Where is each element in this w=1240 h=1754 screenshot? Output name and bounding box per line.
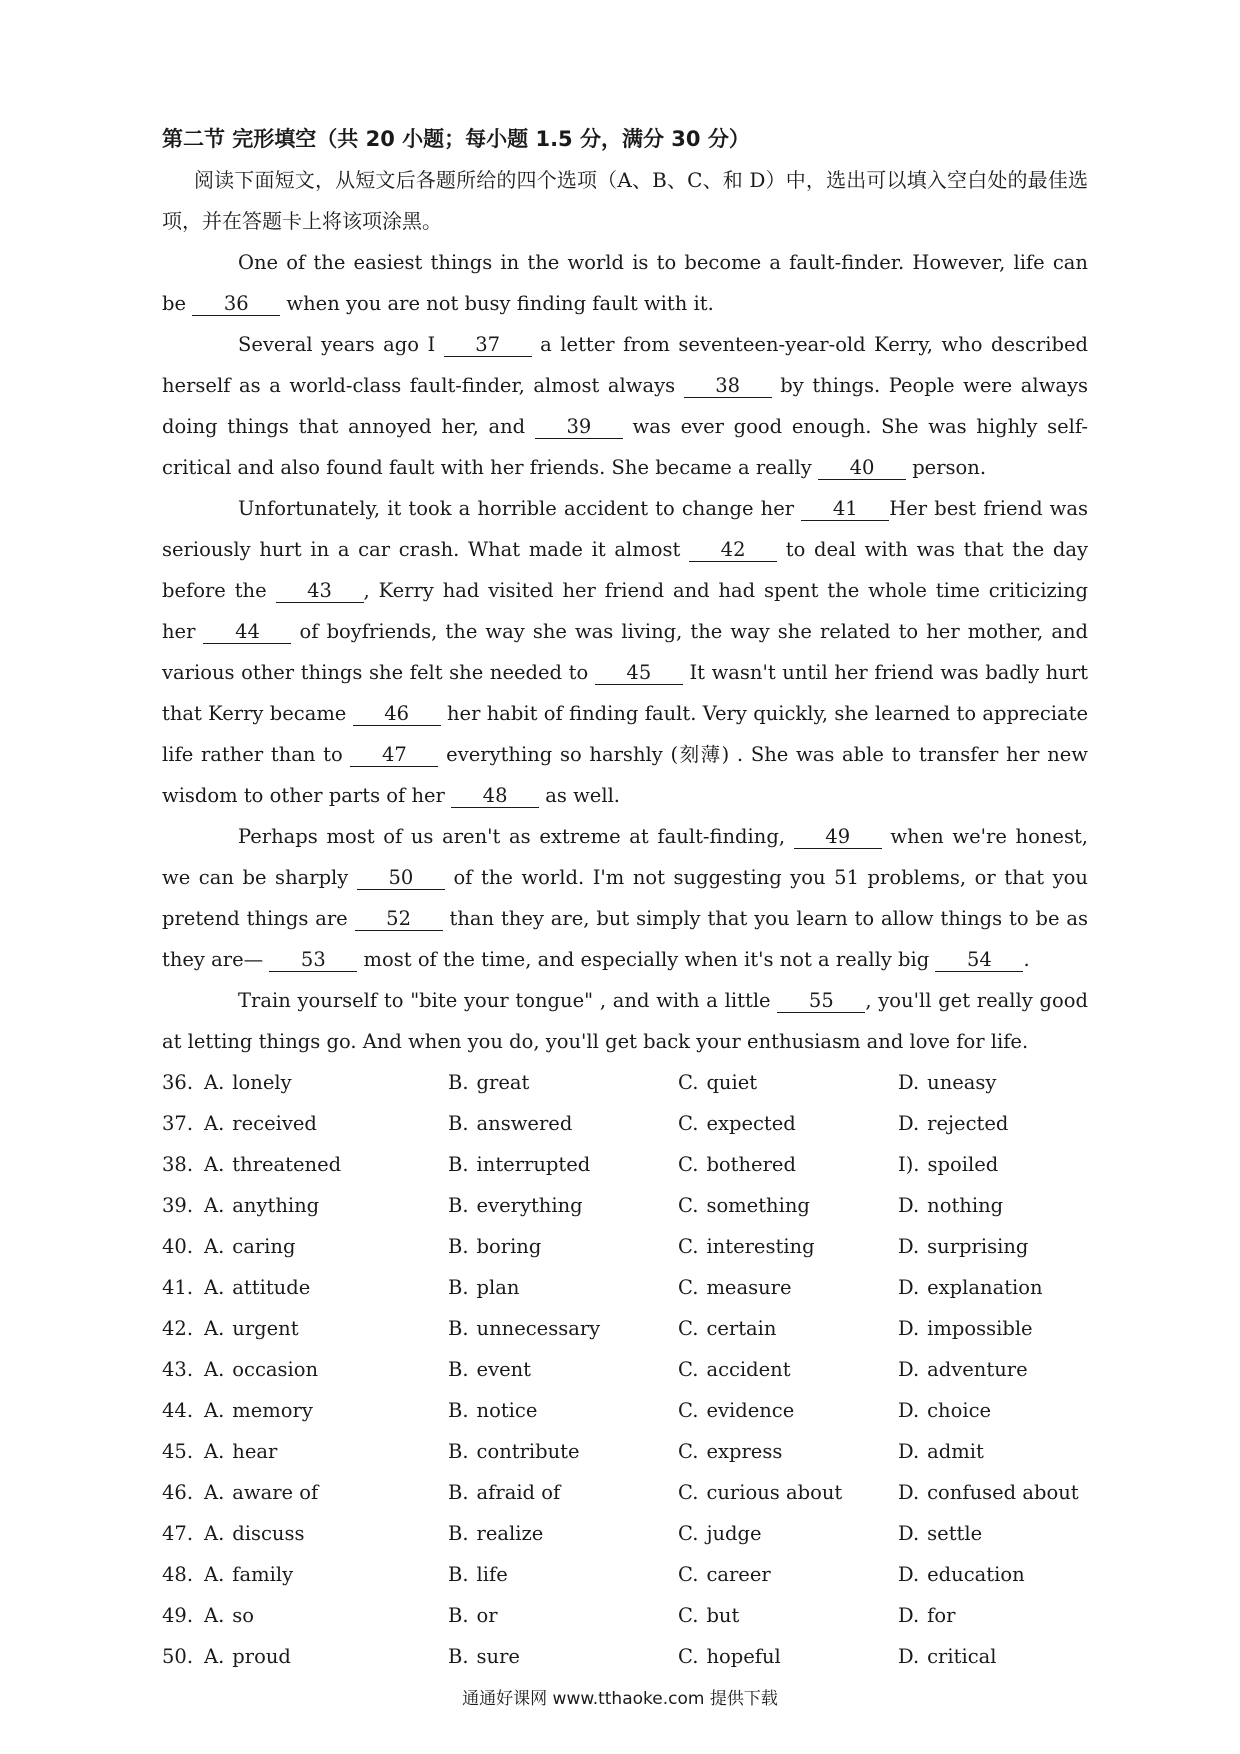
answer-option [448,1226,678,1267]
question-number: 45. [162,1440,194,1463]
option-text: occasion [232,1358,319,1381]
option-text: so [232,1604,255,1627]
footer-watermark: 通通好课网 www.tthaoke.com 提供下载 [462,1689,778,1709]
question-number: 50. [162,1645,194,1668]
answer-option [678,1554,898,1595]
answer-option [678,1513,898,1554]
blank-39: 39 [535,416,623,439]
option-text: judge [706,1522,762,1545]
option-text: great [476,1071,530,1094]
answer-option [448,1431,678,1472]
answer-option [898,1472,1088,1513]
question-number: 40. [162,1235,194,1258]
blank-43: 43 [276,580,364,603]
blank-36: 36 [192,293,280,316]
answer-option [448,1349,678,1390]
option-letter: D. [898,1604,920,1627]
option-letter: C. [678,1440,699,1463]
answer-option [898,1062,1088,1103]
option-letter: B. [448,1604,469,1627]
option-text: settle [927,1522,983,1545]
passage-text: Unfortunately, it took a horrible accident to change her [238,497,802,520]
answer-option [898,1431,1088,1472]
option-letter: B. [448,1440,469,1463]
option-text: or [476,1604,498,1627]
blank-37: 37 [444,334,532,357]
option-text: caring [232,1235,296,1258]
option-text: lonely [232,1071,292,1094]
option-letter: B. [448,1399,469,1422]
answer-option [898,1595,1088,1636]
answer-option [678,1103,898,1144]
option-letter: A. [204,1153,225,1176]
option-text: accident [706,1358,791,1381]
option-letter: B. [448,1071,469,1094]
option-letter: A. [204,1481,225,1504]
question-row [162,1185,1088,1226]
cloze-passage [162,242,1088,1062]
option-text: threatened [232,1153,342,1176]
option-text: unnecessary [476,1317,601,1340]
option-letter: A. [204,1358,225,1381]
blank-52: 52 [355,908,443,931]
option-text: boring [476,1235,542,1258]
option-text: anything [232,1194,320,1217]
option-letter: D. [898,1194,920,1217]
option-letter: A. [204,1440,225,1463]
answer-option [204,1431,448,1472]
option-text: interesting [706,1235,815,1258]
option-letter: A. [204,1194,225,1217]
question-number: 44. [162,1399,194,1422]
option-text: everything [476,1194,583,1217]
exam-page [162,118,1088,1677]
answer-option [448,1185,678,1226]
passage-text: as well. [539,784,621,807]
answer-option [204,1513,448,1554]
option-text: education [927,1563,1025,1586]
option-text: for [927,1604,956,1627]
option-text: event [476,1358,532,1381]
passage-text: when we're honest, we can be sharply [162,825,1088,889]
passage-text: Her best friend was seriously hurt in a car crash. What made it almost [162,497,1089,561]
answer-option [448,1062,678,1103]
answer-option [898,1267,1088,1308]
answer-option [898,1636,1088,1677]
passage-paragraph [162,980,1088,1062]
option-text: evidence [706,1399,795,1422]
option-text: interrupted [476,1153,591,1176]
answer-option [898,1144,1088,1185]
question-number: 43. [162,1358,194,1381]
option-text: hopeful [706,1645,781,1668]
question-number: 49. [162,1604,194,1627]
option-letter: D. [898,1276,920,1299]
option-letter: C. [678,1563,699,1586]
question-row [162,1472,1088,1513]
answer-option [204,1349,448,1390]
option-letter: C. [678,1276,699,1299]
option-text: afraid of [476,1481,561,1504]
option-text: discuss [232,1522,305,1545]
answer-option [204,1062,448,1103]
option-text: hear [232,1440,278,1463]
answer-option [678,1390,898,1431]
option-text: memory [232,1399,313,1422]
passage-text: , Kerry had visited her friend and had spent the whole time criticizing her [162,579,1088,643]
option-letter: D. [898,1317,920,1340]
blank-54: 54 [935,949,1023,972]
blank-48: 48 [451,785,539,808]
question-row [162,1226,1088,1267]
option-text: contribute [476,1440,580,1463]
option-text: expected [706,1112,796,1135]
option-letter: A. [204,1071,225,1094]
option-letter: C. [678,1235,699,1258]
passage-paragraph [162,242,1088,324]
option-text: rejected [927,1112,1009,1135]
option-letter: D. [898,1481,920,1504]
answer-option [898,1308,1088,1349]
option-text: impossible [927,1317,1033,1340]
option-text: bothered [706,1153,796,1176]
answer-option [898,1349,1088,1390]
option-text: critical [927,1645,997,1668]
answer-option [898,1185,1088,1226]
option-text: measure [706,1276,792,1299]
option-letter: B. [448,1235,469,1258]
answer-option [678,1472,898,1513]
option-letter: B. [448,1153,469,1176]
option-letter: A. [204,1604,225,1627]
option-text: admit [927,1440,984,1463]
option-letter: C. [678,1194,699,1217]
passage-text: One of the easiest things in the world is to become a fault-finder. However, life can be [162,251,1088,315]
question-number: 36. [162,1071,194,1094]
option-text: family [232,1563,294,1586]
passage-text: her habit of finding fault. Very quickly, she learned to appreciate life rather than to [162,702,1088,766]
option-letter: B. [448,1358,469,1381]
answer-option [204,1267,448,1308]
answer-option [678,1144,898,1185]
option-text: life [476,1563,508,1586]
answer-option [678,1431,898,1472]
option-text: notice [476,1399,538,1422]
option-text: urgent [232,1317,299,1340]
blank-41: 41 [801,498,889,521]
passage-text: person. [906,456,987,479]
option-letter: C. [678,1112,699,1135]
answer-option [204,1595,448,1636]
option-text: sure [476,1645,520,1668]
option-text: aware of [232,1481,319,1504]
answer-option [204,1144,448,1185]
option-text: quiet [706,1071,758,1094]
answer-option [204,1554,448,1595]
blank-53: 53 [269,949,357,972]
passage-text: , you'll get really good at letting things go. And when you do, you'll get back your enthusiasm and love for life. [162,989,1088,1053]
question-number: 38. [162,1153,194,1176]
blank-45: 45 [595,662,683,685]
question-number: 42. [162,1317,194,1340]
option-text: attitude [232,1276,311,1299]
question-number: 41. [162,1276,194,1299]
answer-option [448,1554,678,1595]
option-letter: B. [448,1563,469,1586]
passage-text: was ever good enough. She was highly self-critical and also found fault with her friends. She became a really [162,415,1088,479]
option-letter: D. [898,1399,920,1422]
answer-option [448,1472,678,1513]
answer-option [678,1185,898,1226]
question-row [162,1267,1088,1308]
question-row [162,1349,1088,1390]
option-letter: C. [678,1358,699,1381]
answer-option [204,1636,448,1677]
answer-option [678,1267,898,1308]
option-text: express [706,1440,783,1463]
question-number: 46. [162,1481,194,1504]
answer-option [678,1308,898,1349]
answer-option [678,1636,898,1677]
option-letter: A. [204,1317,225,1340]
question-row [162,1595,1088,1636]
option-letter: D. [898,1563,920,1586]
blank-46: 46 [353,703,441,726]
option-letter: C. [678,1481,699,1504]
option-letter: D. [898,1071,920,1094]
answer-option [678,1226,898,1267]
answer-option [448,1308,678,1349]
option-letter: C. [678,1399,699,1422]
passage-text: by things. People were always doing things that annoyed her, and [162,374,1088,438]
blank-47: 47 [350,744,438,767]
answer-option [448,1636,678,1677]
answer-option [898,1554,1088,1595]
question-row [162,1513,1088,1554]
answer-option [678,1062,898,1103]
passage-paragraph [162,816,1088,980]
option-letter: C. [678,1153,699,1176]
blank-44: 44 [203,621,291,644]
answer-option [898,1513,1088,1554]
option-text: career [706,1563,771,1586]
option-text: spoiled [927,1153,999,1176]
passage-paragraph [162,324,1088,488]
passage-text: . [1023,948,1030,971]
answer-option [898,1103,1088,1144]
blank-50: 50 [357,867,445,890]
option-letter: C. [678,1317,699,1340]
option-letter: C. [678,1522,699,1545]
answer-option [678,1595,898,1636]
option-letter: A. [204,1112,225,1135]
answer-option [448,1390,678,1431]
option-letter: B. [448,1194,469,1217]
option-letter: C. [678,1071,699,1094]
option-letter: D. [898,1235,920,1258]
question-number: 37. [162,1112,194,1135]
option-text: surprising [927,1235,1029,1258]
section-heading: 第二节 完形填空（共 20 小题；每小题 1.5 分，满分 30 分） [162,127,750,151]
answer-option [204,1185,448,1226]
option-letter: I). [898,1153,920,1176]
passage-text: most of the time, and especially when it's not a really big [357,948,936,971]
option-letter: C. [678,1645,699,1668]
option-text: answered [476,1112,573,1135]
passage-paragraph [162,488,1088,816]
answer-option [204,1308,448,1349]
option-text: curious about [706,1481,843,1504]
option-text: something [706,1194,810,1217]
option-text: received [232,1112,317,1135]
answer-option [204,1390,448,1431]
question-row [162,1431,1088,1472]
answer-option [204,1472,448,1513]
answer-option [448,1513,678,1554]
passage-text: of boyfriends, the way she was living, the way she related to her mother, and various other things she felt she needed to [162,620,1088,684]
answer-option [898,1390,1088,1431]
option-text: explanation [927,1276,1043,1299]
question-row [162,1144,1088,1185]
answer-option [898,1226,1088,1267]
passage-text: of the world. I'm not suggesting you 51 problems, or that you pretend things are [162,866,1088,930]
question-row [162,1308,1088,1349]
answer-option [448,1595,678,1636]
instructions: 阅读下面短文，从短文后各题所给的四个选项（A、B、C、和 D）中，选出可以填入空白处的最佳选项，并在答题卡上将该项涂黑。 [162,168,1088,233]
answer-option [678,1349,898,1390]
option-letter: A. [204,1399,225,1422]
answer-option [448,1144,678,1185]
answer-option [204,1103,448,1144]
passage-text: than they are, but simply that you learn to allow things to be as they are— [162,907,1088,971]
question-number: 48. [162,1563,194,1586]
question-row [162,1636,1088,1677]
question-row [162,1103,1088,1144]
option-letter: A. [204,1563,225,1586]
option-text: adventure [927,1358,1028,1381]
passage-text: when you are not busy finding fault with it. [280,292,714,315]
question-row [162,1062,1088,1103]
option-letter: A. [204,1645,225,1668]
passage-text: Train yourself to "bite your tongue" , and with a little [238,989,778,1012]
question-row [162,1390,1088,1431]
passage-text: It wasn't until her friend was badly hurt that Kerry became [162,661,1088,725]
blank-42: 42 [689,539,777,562]
option-text: realize [476,1522,544,1545]
option-text: but [706,1604,740,1627]
option-text: plan [476,1276,520,1299]
blank-40: 40 [818,457,906,480]
option-letter: D. [898,1112,920,1135]
option-letter: C. [678,1604,699,1627]
question-number: 47. [162,1522,194,1545]
passage-text: everything so harshly (刻薄) . She was able to transfer her new wisdom to other parts of her [162,743,1088,807]
option-letter: D. [898,1645,920,1668]
answer-option [204,1226,448,1267]
option-letter: D. [898,1522,920,1545]
blank-49: 49 [794,826,882,849]
answer-option [448,1267,678,1308]
question-row [162,1554,1088,1595]
option-letter: A. [204,1522,225,1545]
answer-option [448,1103,678,1144]
passage-text: Perhaps most of us aren't as extreme at fault-finding, [238,825,794,848]
passage-text: a letter from seventeen-year-old Kerry, who described herself as a world-class fault-finder, almost always [162,333,1088,397]
passage-text: Several years ago I [238,333,444,356]
option-text: confused about [927,1481,1079,1504]
option-text: uneasy [927,1071,997,1094]
blank-55: 55 [777,990,865,1013]
passage-text: to deal with was that the day before the [162,538,1088,602]
blank-38: 38 [684,375,772,398]
option-text: nothing [927,1194,1004,1217]
option-letter: B. [448,1276,469,1299]
option-letter: B. [448,1522,469,1545]
option-letter: B. [448,1317,469,1340]
option-text: certain [706,1317,777,1340]
option-letter: D. [898,1358,920,1381]
answer-options-list [162,1062,1088,1677]
option-letter: B. [448,1112,469,1135]
option-text: choice [927,1399,992,1422]
option-letter: A. [204,1235,225,1258]
option-letter: B. [448,1645,469,1668]
question-number: 39. [162,1194,194,1217]
option-letter: D. [898,1440,920,1463]
option-letter: A. [204,1276,225,1299]
option-letter: B. [448,1481,469,1504]
option-text: proud [232,1645,291,1668]
